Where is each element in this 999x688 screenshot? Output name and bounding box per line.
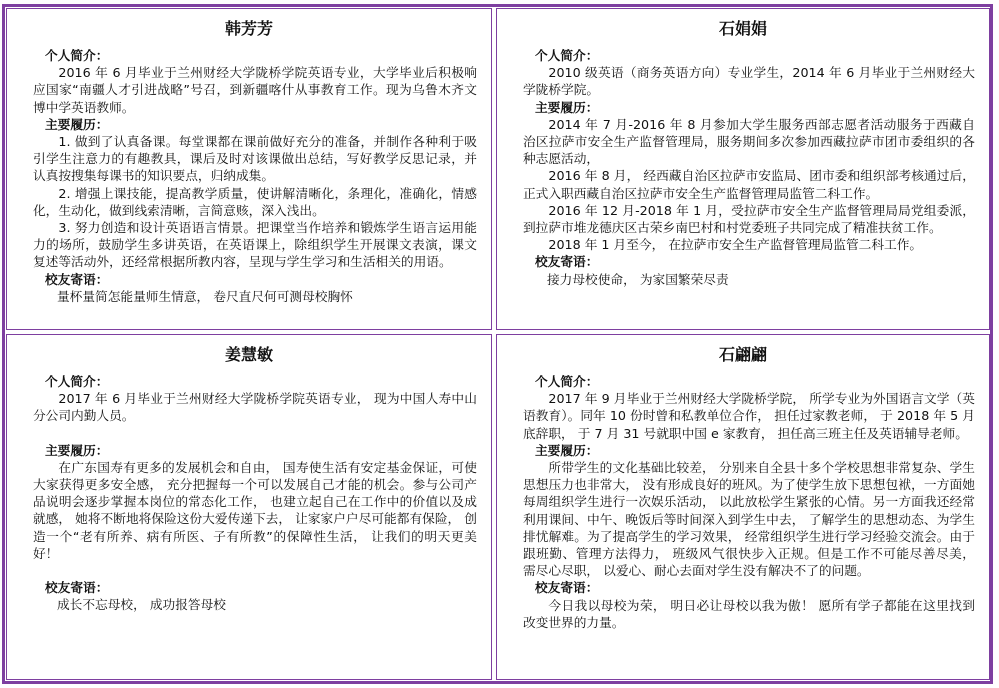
resume-text-4: 2018 年 1 月至今， 在拉萨市安全生产监督管理局监管二科工作。 <box>548 237 923 253</box>
resume-text-1: 在广东国寿有更多的发展机会和自由， 国寿使生活有安定基金保证，可使大家获得更多安全感， 充分把握每一个可以发展自己才能的机会。参与公司产品说明会逐步掌握本岗位的常态化工作， 也建立起自己在工作中的价值以及成就感， 她将不断地将保险这份大爱传递下去， 让家家户户尽可能都有保险， 创造一个“老有所养、病有所医、子有所教”的保障性生活， 让我们的明天更美好！ <box>33 459 477 561</box>
card-body <box>497 373 989 631</box>
section-heading-resume: 主要履历： <box>535 442 599 458</box>
intro-text: 2017 年 6 月毕业于兰州财经大学陇桥学院英语专业， 现为中国人寿中山分公司内勤人员。 <box>33 391 477 424</box>
intro-text: 2016 年 6 月毕业于兰州财经大学陇桥学院英语专业，大学毕业后积极响应国家“南疆人才引进战略”号召，到新疆喀什从事教育工作。现为乌鲁木齐文博中学英语教师。 <box>33 65 477 115</box>
alumni-name: 韩芳芳 <box>224 19 273 38</box>
section-heading-resume: 主要履历： <box>45 442 109 458</box>
section-heading-message: 校友寄语： <box>535 254 599 270</box>
section-heading-intro: 个人简介： <box>535 374 599 389</box>
resume-text-2: 2. 增强上课技能，提高教学质量，使讲解清晰化，条理化，准确化，情感化，生动化，做到线索清晰，言简意赅，深入浅出。 <box>33 185 477 218</box>
card-body <box>497 47 989 288</box>
resume-text-1: 所带学生的文化基础比较差， 分别来自全县十多个学校思想非常复杂、学生思想压力也非常大， 没有形成良好的班风。为了使学生放下思想包袱，一方面她每周组织学生进行一次娱乐活动， 以此放松学生紧张的心情。另一方面我还经常利用课间、中午、晚饭后等时间深入到学生中去， 了解学生的思想动态、为学生排忧解难。为了提高学生的学习效果， 经常组织学生进行学习经验交流会。由于跟班勤、管理方法得力， 班级风气很快步入正规。但是工作不可能尽善尽美， 需尽心尽职， 以爱心、耐心去面对学生没有解决不了的问题。 <box>523 460 975 579</box>
message-text: 量杯量简怎能量师生情意， 卷尺直尺何可测母校胸怀 <box>57 288 353 304</box>
section-heading-intro: 个人简介： <box>45 374 109 389</box>
spacer <box>33 562 477 579</box>
section-heading-resume: 主要履历： <box>45 116 109 132</box>
card-body <box>7 47 491 305</box>
section-heading-message: 校友寄语： <box>45 580 109 596</box>
intro-text: 2017 年 9 月毕业于兰州财经大学陇桥学院， 所学专业为外国语言文学（英语教育）。同年 10 份时曾和私教单位合作， 担任过家教老师， 于 2018 年 5 月底辞职， 于 7 月 31 号就职中国 e 家教育， 担任高三班主任及英语辅导老师。 <box>523 391 975 441</box>
resume-text-3: 2016 年 12 月-2018 年 1 月，受拉萨市安全生产监督管理局局党组委派，到拉萨市堆龙德庆区古荣乡南巴村和村党委班子共同完成了精准扶贫工作。 <box>523 202 975 236</box>
message-text: 成长不忘母校， 成功报答母校 <box>57 597 226 613</box>
spacer <box>33 425 477 442</box>
section-heading-intro: 个人简介： <box>45 48 109 63</box>
card-body <box>7 373 491 613</box>
alumni-card-4 <box>496 334 990 680</box>
alumni-name: 石娟娟 <box>718 19 767 38</box>
intro-text: 2010 级英语（商务英语方向）专业学生，2014 年 6 月毕业于兰州财经大学陇桥学院。 <box>523 65 975 98</box>
alumni-name: 姜慧敏 <box>224 345 273 364</box>
resume-text-1: 2014 年 7 月-2016 年 8 月参加大学生服务西部志愿者活动服务于西藏自治区拉萨市安全生产监督管理局，服务期间多次参加西藏拉萨市团市委组织的各种志愿活动， <box>523 116 975 167</box>
resume-text-2: 2016 年 8 月， 经西藏自治区拉萨市安监局、团市委和组织部考核通过后， 正式入职西藏自治区拉萨市安全生产监督管理局监管二科工作。 <box>523 168 975 201</box>
resume-text-3: 3. 努力创造和设计英语语言情景。把课堂当作培养和锻炼学生语言运用能力的场所，鼓励学生多讲英语，在英语课上，除组织学生开展课文表演，课文复述等活动外，还经常根据所教内容，呈现与学生学习和生活相关的用语。 <box>33 220 477 270</box>
alumni-card-2 <box>496 8 990 330</box>
section-heading-message: 校友寄语： <box>45 271 109 287</box>
alumni-card-1 <box>6 8 492 330</box>
message-text: 今日我以母校为荣， 明日必让母校以我为傲！ 愿所有学子都能在这里找到改变世界的力量。 <box>523 597 975 630</box>
section-heading-resume: 主要履历： <box>535 99 599 115</box>
message-text: 接力母校使命， 为家国繁荣尽责 <box>547 271 729 287</box>
resume-text-1: 1. 做到了认真备课。每堂课都在课前做好充分的准备，并制作各种利于吸引学生注意力的有趣教具，课后及时对该课做出总结，写好教学反思记录，并认真按搜集每课书的知识要点，归纳成集。 <box>33 134 477 184</box>
section-heading-intro: 个人简介： <box>535 48 599 63</box>
section-heading-message: 校友寄语： <box>535 580 599 596</box>
alumni-card-3 <box>6 334 492 680</box>
alumni-name: 石翩翩 <box>718 345 767 364</box>
